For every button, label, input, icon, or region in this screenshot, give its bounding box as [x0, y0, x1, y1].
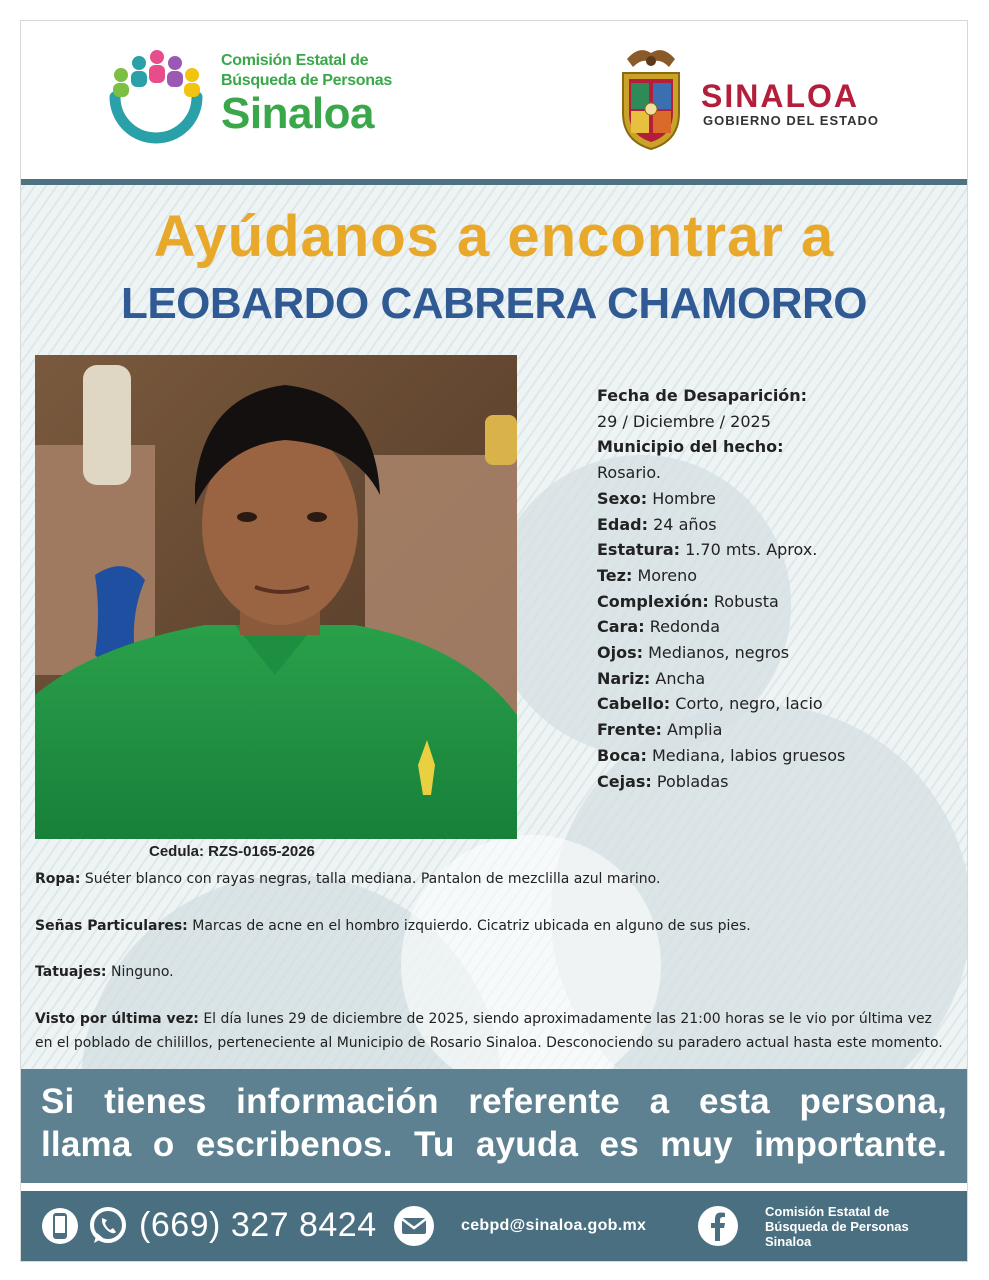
whatsapp-icon[interactable] — [87, 1205, 129, 1247]
fact-label: Ojos: — [597, 643, 643, 663]
fact-label: Boca: — [597, 745, 647, 765]
tattoos-label: Tatuajes: — [35, 964, 107, 980]
last-seen-label: Visto por última vez: — [35, 1011, 199, 1027]
fact-value: 1.70 mts. Aprox. — [685, 540, 818, 560]
band-gap — [21, 1183, 967, 1191]
cedula-number: Cedula: RZS-0165-2026 — [149, 843, 315, 860]
distinguishing-marks-label: Señas Particulares: — [35, 918, 188, 934]
phone-number[interactable]: (669) 327 8424 — [139, 1206, 377, 1244]
fact-label: Cabello: — [597, 694, 671, 714]
sinaloa-seal-icon — [619, 41, 683, 153]
commission-logo-icon — [101, 41, 211, 153]
fact-row — [597, 640, 957, 666]
contact-footer — [21, 1191, 967, 1261]
clothing-value: Suéter blanco con rayas negras, talla mediana. Pantalon de mezclilla azul marino. — [84, 871, 661, 887]
tattoos-value: Ninguno. — [110, 964, 174, 980]
commission-name — [221, 51, 392, 137]
fact-label: Edad: — [597, 514, 649, 534]
fact-value: 29 / Diciembre / 2025 — [597, 411, 771, 431]
fact-value: Ancha — [655, 668, 706, 688]
fact-row — [597, 666, 957, 692]
government-name — [701, 79, 879, 129]
fact-row — [597, 460, 957, 486]
fact-label: Cejas: — [597, 771, 652, 791]
fact-value: Rosario. — [597, 463, 661, 483]
fact-label: Estatura: — [597, 540, 681, 560]
call-to-action-line2: llama o escribenos. Tu ayuda es muy importante. — [41, 1125, 947, 1164]
fact-value: 24 años — [653, 514, 717, 534]
facebook-page-line1: Comisión Estatal de — [765, 1204, 890, 1219]
physical-description-list — [597, 383, 957, 794]
facebook-page-name[interactable] — [765, 1204, 909, 1249]
distinguishing-marks — [35, 914, 945, 938]
commission-name-line2: Búsqueda de Personas — [221, 72, 392, 89]
fact-row — [597, 383, 957, 409]
person-photo — [35, 355, 517, 839]
missing-person-poster — [20, 20, 968, 1262]
email-icon[interactable] — [393, 1205, 435, 1247]
clothing-description — [35, 867, 945, 891]
tattoos — [35, 960, 945, 984]
fact-label: Nariz: — [597, 668, 651, 688]
fact-row — [597, 769, 957, 795]
fact-value: Medianos, negros — [648, 643, 790, 663]
fact-label: Municipio del hecho: — [597, 437, 784, 457]
fact-value: Pobladas — [656, 771, 729, 791]
headline: Ayúdanos a encontrar a — [153, 204, 835, 269]
facebook-icon[interactable] — [697, 1205, 739, 1247]
mobile-phone-icon — [41, 1205, 79, 1247]
fact-label: Fecha de Desaparición: — [597, 386, 808, 405]
fact-value: Amplia — [667, 720, 723, 740]
fact-row — [597, 409, 957, 435]
last-seen-value: El día lunes 29 de diciembre de 2025, siendo aproximadamente las 21:00 horas se le vio por última vez en el poblado de chilillos, perteneciente al Municipio de Rosario Sinaloa. Desconociendo su paradero actual hasta este momento. — [35, 1011, 943, 1051]
header — [21, 21, 967, 179]
email-address[interactable]: cebpd@sinaloa.gob.mx — [461, 1217, 647, 1234]
main-content — [21, 185, 967, 1069]
fact-value: Redonda — [649, 617, 721, 637]
distinguishing-marks-value: Marcas de acne en el hombro izquierdo. Cicatriz ubicada en alguno de sus pies. — [192, 918, 751, 934]
commission-name-line3: Sinaloa — [221, 89, 374, 138]
call-to-action-line1: Si tienes información referente a esta persona, — [41, 1082, 947, 1121]
fact-value: Moreno — [637, 565, 698, 585]
fact-label: Cara: — [597, 617, 645, 637]
fact-row — [597, 486, 957, 512]
fact-row — [597, 717, 957, 743]
fact-row — [597, 614, 957, 640]
fact-label: Frente: — [597, 720, 662, 740]
person-name: LEOBARDO CABRERA CHAMORRO — [120, 279, 868, 328]
facebook-page-line3: Sinaloa — [765, 1234, 812, 1249]
fact-value: Hombre — [652, 488, 716, 508]
commission-name-line1: Comisión Estatal de — [221, 52, 369, 69]
fact-row — [597, 691, 957, 717]
fact-row — [597, 434, 957, 460]
fact-row — [597, 512, 957, 538]
fact-label: Complexión: — [597, 591, 709, 611]
government-name-subtitle: GOBIERNO DEL ESTADO — [703, 113, 879, 128]
call-to-action-band — [21, 1069, 967, 1183]
fact-row — [597, 589, 957, 615]
fact-value: Corto, negro, lacio — [675, 694, 823, 714]
fact-row — [597, 563, 957, 589]
fact-value: Mediana, labios gruesos — [651, 745, 846, 765]
fact-label: Tez: — [597, 565, 633, 585]
fact-label: Sexo: — [597, 488, 648, 508]
fact-row — [597, 537, 957, 563]
fact-row — [597, 743, 957, 769]
clothing-label: Ropa: — [35, 871, 81, 887]
government-name-title: SINALOA — [701, 78, 859, 114]
fact-value: Robusta — [713, 591, 779, 611]
facebook-page-line2: Búsqueda de Personas — [765, 1219, 909, 1234]
last-seen — [35, 1007, 945, 1055]
